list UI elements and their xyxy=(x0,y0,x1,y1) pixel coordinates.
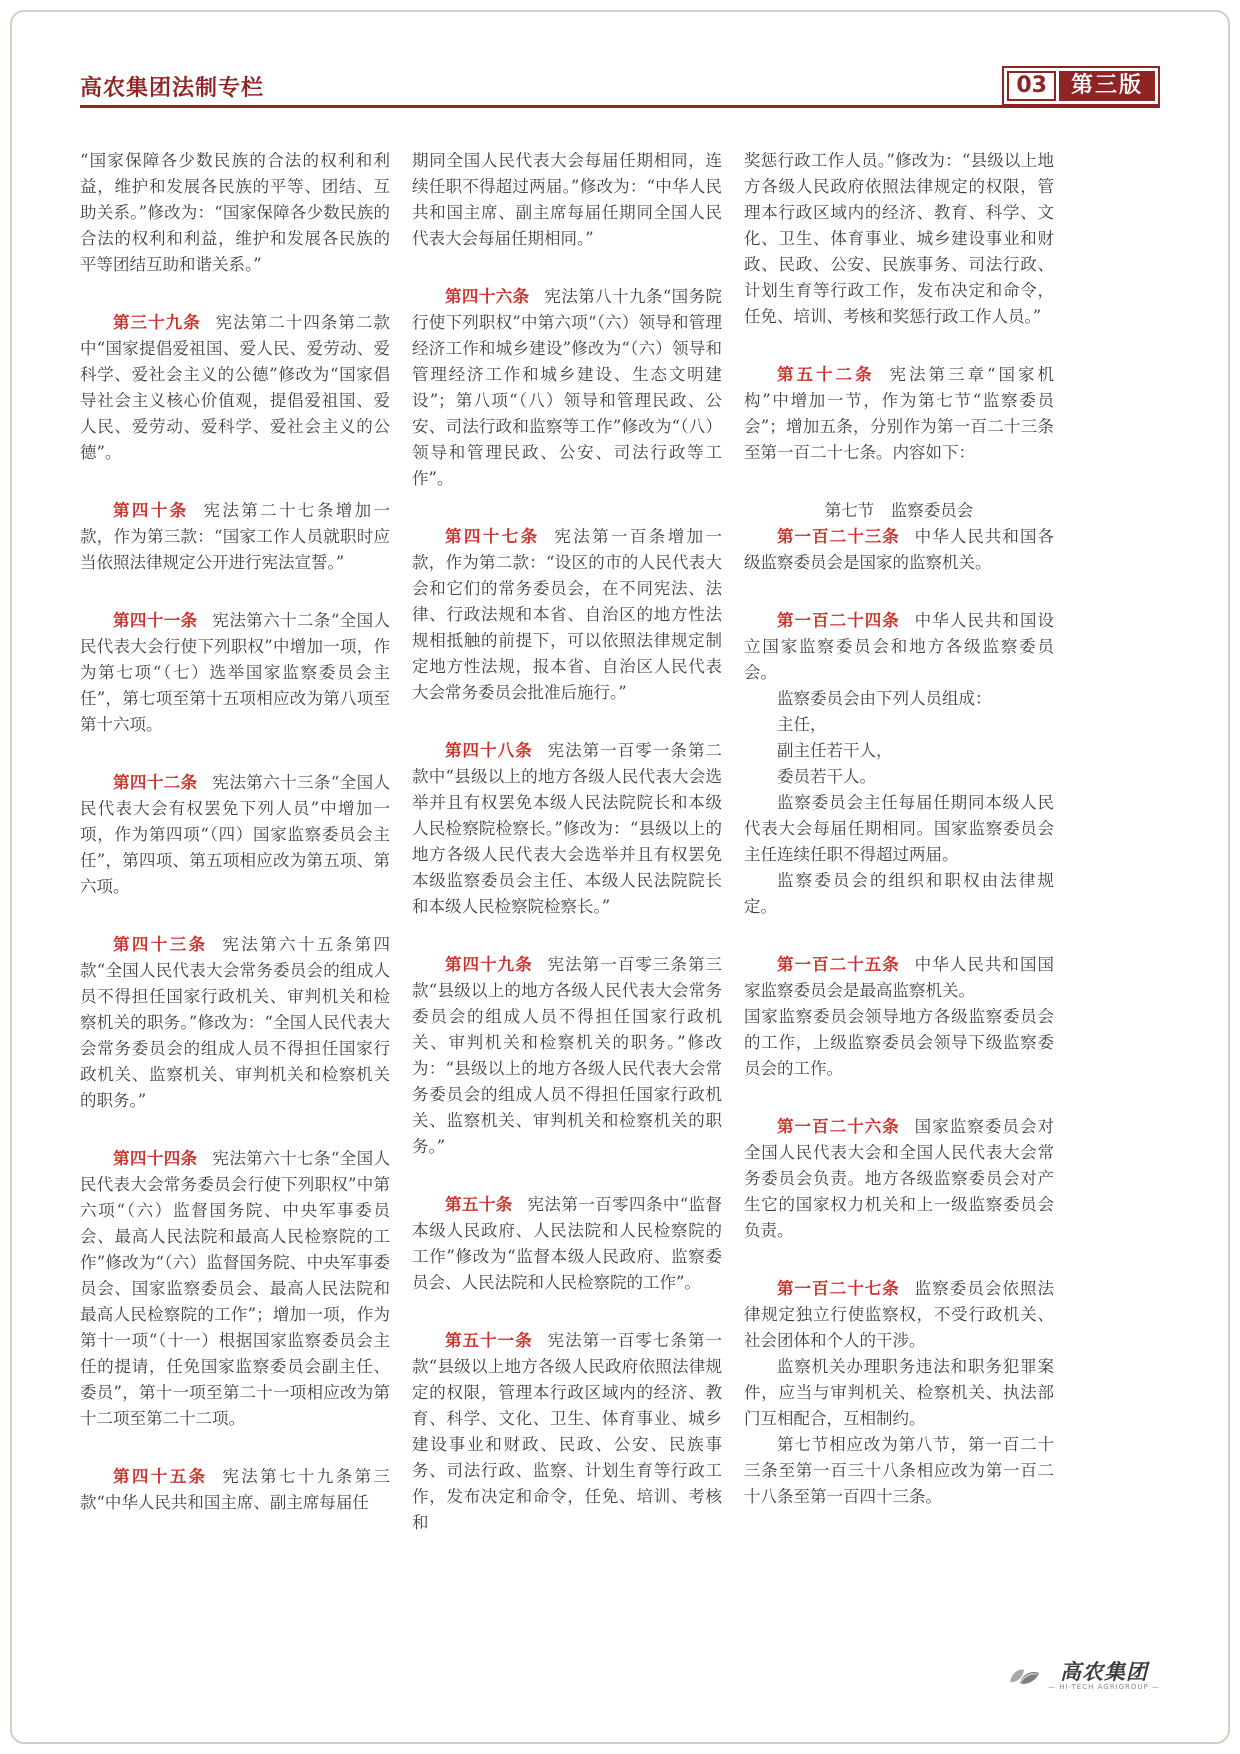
paragraph-text: 期同全国人民代表大会每届任期相同，连续任职不得超过两届。”修改为：“中华人民共和国主席、副主席每届任期同全国人民代表大会每届任期相同。” xyxy=(412,151,722,248)
article-number: 第一百二十五条 xyxy=(777,955,900,974)
paragraph-text: 宪法第二十四条第二款中“国家提倡爱祖国、爱人民、爱劳动、爱科学、爱社会主义的公德”修改为“国家倡导社会主义核心价值观，提倡爱祖国、爱人民、爱劳动、爱科学、爱社会主义的公德”。 xyxy=(80,313,390,462)
article-number: 第一百二十三条 xyxy=(777,527,900,546)
logo-text-block xyxy=(1048,1661,1160,1692)
article-paragraph xyxy=(80,310,390,466)
paragraph-text: 委员若干人。 xyxy=(777,767,876,786)
edition-label: 第三版 xyxy=(1059,71,1155,101)
publisher-logo xyxy=(1008,1661,1160,1692)
article-number: 第四十一条 xyxy=(113,611,198,630)
article-number: 第五十条 xyxy=(445,1195,513,1214)
column-1 xyxy=(80,148,390,1536)
article-number: 第四十四条 xyxy=(113,1149,198,1168)
paragraph-text: 国家监察委员会领导地方各级监察委员会的工作，上级监察委员会领导下级监察委员会的工作。 xyxy=(744,1007,1054,1078)
article-number: 第四十六条 xyxy=(445,287,530,306)
article-paragraph xyxy=(412,952,722,1160)
paragraph-text: 宪法第一百零三条第三款“县级以上的地方各级人民代表大会常务委员会的组成人员不得担任国家行政机关、审判机关和检察机关的职务。”修改为：“县级以上的地方各级人民代表大会常务委员会的组成人员不得担任国家行政机关、监察机关、审判机关和检察机关的职务。” xyxy=(412,955,722,1156)
article-number: 第四十五条 xyxy=(113,1467,208,1486)
article-paragraph xyxy=(412,524,722,706)
paragraph-text: 宪法第一百条增加一款，作为第二款：“设区的市的人民代表大会和它们的常务委员会，在不同宪法、法律、行政法规和本省、自治区的地方性法规相抵触的前提下，可以依照法律规定制定地方性法规，报本省、自治区人民代表大会常务委员会批准后施行。” xyxy=(412,527,723,702)
section-heading xyxy=(744,498,1054,524)
article-paragraph xyxy=(744,1276,1054,1354)
header-rule xyxy=(80,105,1160,108)
article-columns xyxy=(80,148,1054,1536)
article-paragraph xyxy=(412,284,722,492)
leaf-swoosh-icon xyxy=(1008,1662,1042,1692)
paragraph-text: 国家监察委员会对全国人民代表大会和全国人民代表大会常务委员会负责。地方各级监察委员会对产生它的国家权力机关和上一级监察委员会负责。 xyxy=(744,1117,1054,1240)
paragraph-text: 副主任若干人， xyxy=(777,741,893,760)
article-number: 第四十三条 xyxy=(113,935,208,954)
article-paragraph xyxy=(412,1192,722,1296)
article-paragraph xyxy=(744,524,1054,576)
article-number: 第一百二十六条 xyxy=(777,1117,900,1136)
paragraph-text: 第七节相应改为第八节，第一百二十三条至第一百三十八条相应改为第一百二十八条至第一百四十三条。 xyxy=(744,1435,1054,1506)
logo-subtext: — HI-TECH AGRIGROUP — xyxy=(1048,1683,1160,1691)
article-paragraph xyxy=(80,1464,390,1516)
article-number: 第三十九条 xyxy=(113,313,201,332)
paragraph-text: 监察委员会主任每届任期同本级人民代表大会每届任期相同。国家监察委员会主任连续任职不得超过两届。 xyxy=(744,793,1054,864)
article-number: 第四十九条 xyxy=(445,955,533,974)
article-paragraph xyxy=(412,738,722,920)
article-number: 第五十二条 xyxy=(777,365,875,384)
body-paragraph xyxy=(80,148,390,278)
body-paragraph xyxy=(744,764,1054,790)
body-paragraph xyxy=(412,148,722,252)
paragraph-text: 监察机关办理职务违法和职务犯罪案件，应当与审判机关、检察机关、执法部门互相配合，互相制约。 xyxy=(744,1357,1054,1428)
article-paragraph xyxy=(744,1114,1054,1244)
paragraph-text: 宪法第一百零一条第二款中“县级以上的地方各级人民代表大会选举并且有权罢免本级人民法院院长和本级人民检察院检察长。”修改为：“县级以上的地方各级人民代表大会选举并且有权罢免本级监察委员会主任、本级人民法院院长和本级人民检察院检察长。” xyxy=(412,741,722,916)
article-number: 第四十条 xyxy=(113,501,189,520)
paragraph-text: 第七节 监察委员会 xyxy=(824,501,974,520)
paragraph-text: 中华人民共和国设立国家监察委员会和地方各级监察委员会。 xyxy=(744,611,1054,682)
article-paragraph xyxy=(80,1146,390,1432)
column-2 xyxy=(412,148,722,1536)
section-title: 高农集团法制专栏 xyxy=(80,76,265,101)
paragraph-text: 宪法第三章“国家机构”中增加一节，作为第七节“监察委员会”；增加五条，分别作为第一百二十三条至第一百二十七条。内容如下： xyxy=(744,365,1055,462)
body-paragraph xyxy=(744,1354,1054,1432)
paragraph-text: 监察委员会依照法律规定独立行使监察权，不受行政机关、社会团体和个人的干涉。 xyxy=(744,1279,1054,1350)
paragraph-text: 中华人民共和国国家监察委员会是最高监察机关。 xyxy=(744,955,1054,1000)
article-paragraph xyxy=(744,608,1054,686)
article-number: 第一百二十四条 xyxy=(777,611,900,630)
article-paragraph xyxy=(744,952,1054,1004)
article-paragraph xyxy=(744,362,1054,466)
body-paragraph xyxy=(744,686,1054,712)
paragraph-text: 中华人民共和国各级监察委员会是国家的监察机关。 xyxy=(744,527,1054,572)
paragraph-text: 宪法第六十三条“全国人民代表大会有权罢免下列人员”中增加一项，作为第四项“（四）国家监察委员会主任”，第四项、第五项相应改为第五项、第六项。 xyxy=(80,773,391,896)
body-paragraph xyxy=(744,868,1054,920)
paragraph-text: 宪法第六十五条第四款“全国人民代表大会常务委员会的组成人员不得担任国家行政机关、审判机关和检察机关的职务。”修改为：“全国人民代表大会常务委员会的组成人员不得担任国家行政机关、监察机关、审判机关和检察机关的职务。” xyxy=(80,935,391,1110)
article-paragraph xyxy=(80,498,390,576)
paragraph-text: 奖惩行政工作人员。”修改为：“县级以上地方各级人民政府依照法律规定的权限，管理本行政区域内的经济、教育、科学、文化、卫生、体育事业、城乡建设事业和财政、民政、公安、民族事务、司法行政、计划生育等行政工作，发布决定和命令，任免、培训、考核和奖惩行政工作人员。” xyxy=(744,151,1054,326)
article-number: 第五十一条 xyxy=(445,1331,533,1350)
paragraph-text: 主任， xyxy=(777,715,827,734)
page-number-badge xyxy=(1002,66,1160,106)
article-paragraph xyxy=(80,932,390,1114)
paragraph-text: 宪法第八十九条“国务院行使下列职权”中第六项“（六）领导和管理经济工作和城乡建设”修改为“（六）领导和管理经济工作和城乡建设、生态文明建设”；第八项“（八）领导和管理民政、公安、司法行政和监察等工作”修改为“（八）领导和管理民政、公安、司法行政等工作”。 xyxy=(412,287,723,488)
body-paragraph xyxy=(744,790,1054,868)
logo-name: 高农集团 xyxy=(1060,1660,1149,1684)
paragraph-text: “国家保障各少数民族的合法的权利和利益，维护和发展各民族的平等、团结、互助关系。”修改为：“国家保障各少数民族的合法的权利和利益，维护和发展各民族的平等团结互助和谐关系。” xyxy=(80,151,390,274)
body-paragraph xyxy=(744,148,1054,330)
article-paragraph xyxy=(80,770,390,900)
paragraph-text: 宪法第一百零七条第一款“县级以上地方各级人民政府依照法律规定的权限，管理本行政区域内的经济、教育、科学、文化、卫生、体育事业、城乡建设事业和财政、民政、公安、民族事务、司法行政、监察、计划生育等行政工作，发布决定和命令，任免、培训、考核和 xyxy=(412,1331,722,1532)
article-number: 第一百二十七条 xyxy=(777,1279,900,1298)
body-paragraph xyxy=(744,738,1054,764)
paragraph-text: 宪法第一百零四条中“监督本级人民政府、人民法院和人民检察院的工作”修改为“监督本级人民政府、监察委员会、人民法院和人民检察院的工作”。 xyxy=(412,1195,723,1292)
paragraph-text: 监察委员会的组织和职权由法律规定。 xyxy=(744,871,1054,916)
article-number: 第四十七条 xyxy=(445,527,540,546)
article-paragraph xyxy=(412,1328,722,1536)
paragraph-text: 宪法第六十二条“全国人民代表大会行使下列职权”中增加一项，作为第七项“（七）选举国家监察委员会主任”，第七项至第十五项相应改为第八项至第十六项。 xyxy=(80,611,391,734)
paragraph-text: 宪法第七十九条第三款“中华人民共和国主席、副主席每届任 xyxy=(80,1467,391,1512)
page-header xyxy=(80,70,1160,108)
body-paragraph xyxy=(744,1004,1054,1082)
paragraph-text: 宪法第六十七条“全国人民代表大会常务委员会行使下列职权”中第六项“（六）监督国务院、中央军事委员会、最高人民法院和最高人民检察院的工作”修改为“（六）监督国务院、中央军事委员会、国家监察委员会、最高人民法院和最高人民检察院的工作”；增加一项，作为第十一项“（十一）根据国家监察委员会主任的提请，任免国家监察委员会副主任、委员”，第十一项至第二十一项相应改为第十二项至第二十二项。 xyxy=(80,1149,391,1428)
paragraph-text: 监察委员会由下列人员组成： xyxy=(777,689,992,708)
article-paragraph xyxy=(80,608,390,738)
column-3 xyxy=(744,148,1054,1536)
body-paragraph xyxy=(744,1432,1054,1510)
article-number: 第四十二条 xyxy=(113,773,198,792)
paragraph-text: 宪法第二十七条增加一款，作为第三款：“国家工作人员就职时应当依照法律规定公开进行宪法宣誓。” xyxy=(80,501,391,572)
page-number: 03 xyxy=(1007,71,1056,101)
body-paragraph xyxy=(744,712,1054,738)
article-number: 第四十八条 xyxy=(445,741,533,760)
